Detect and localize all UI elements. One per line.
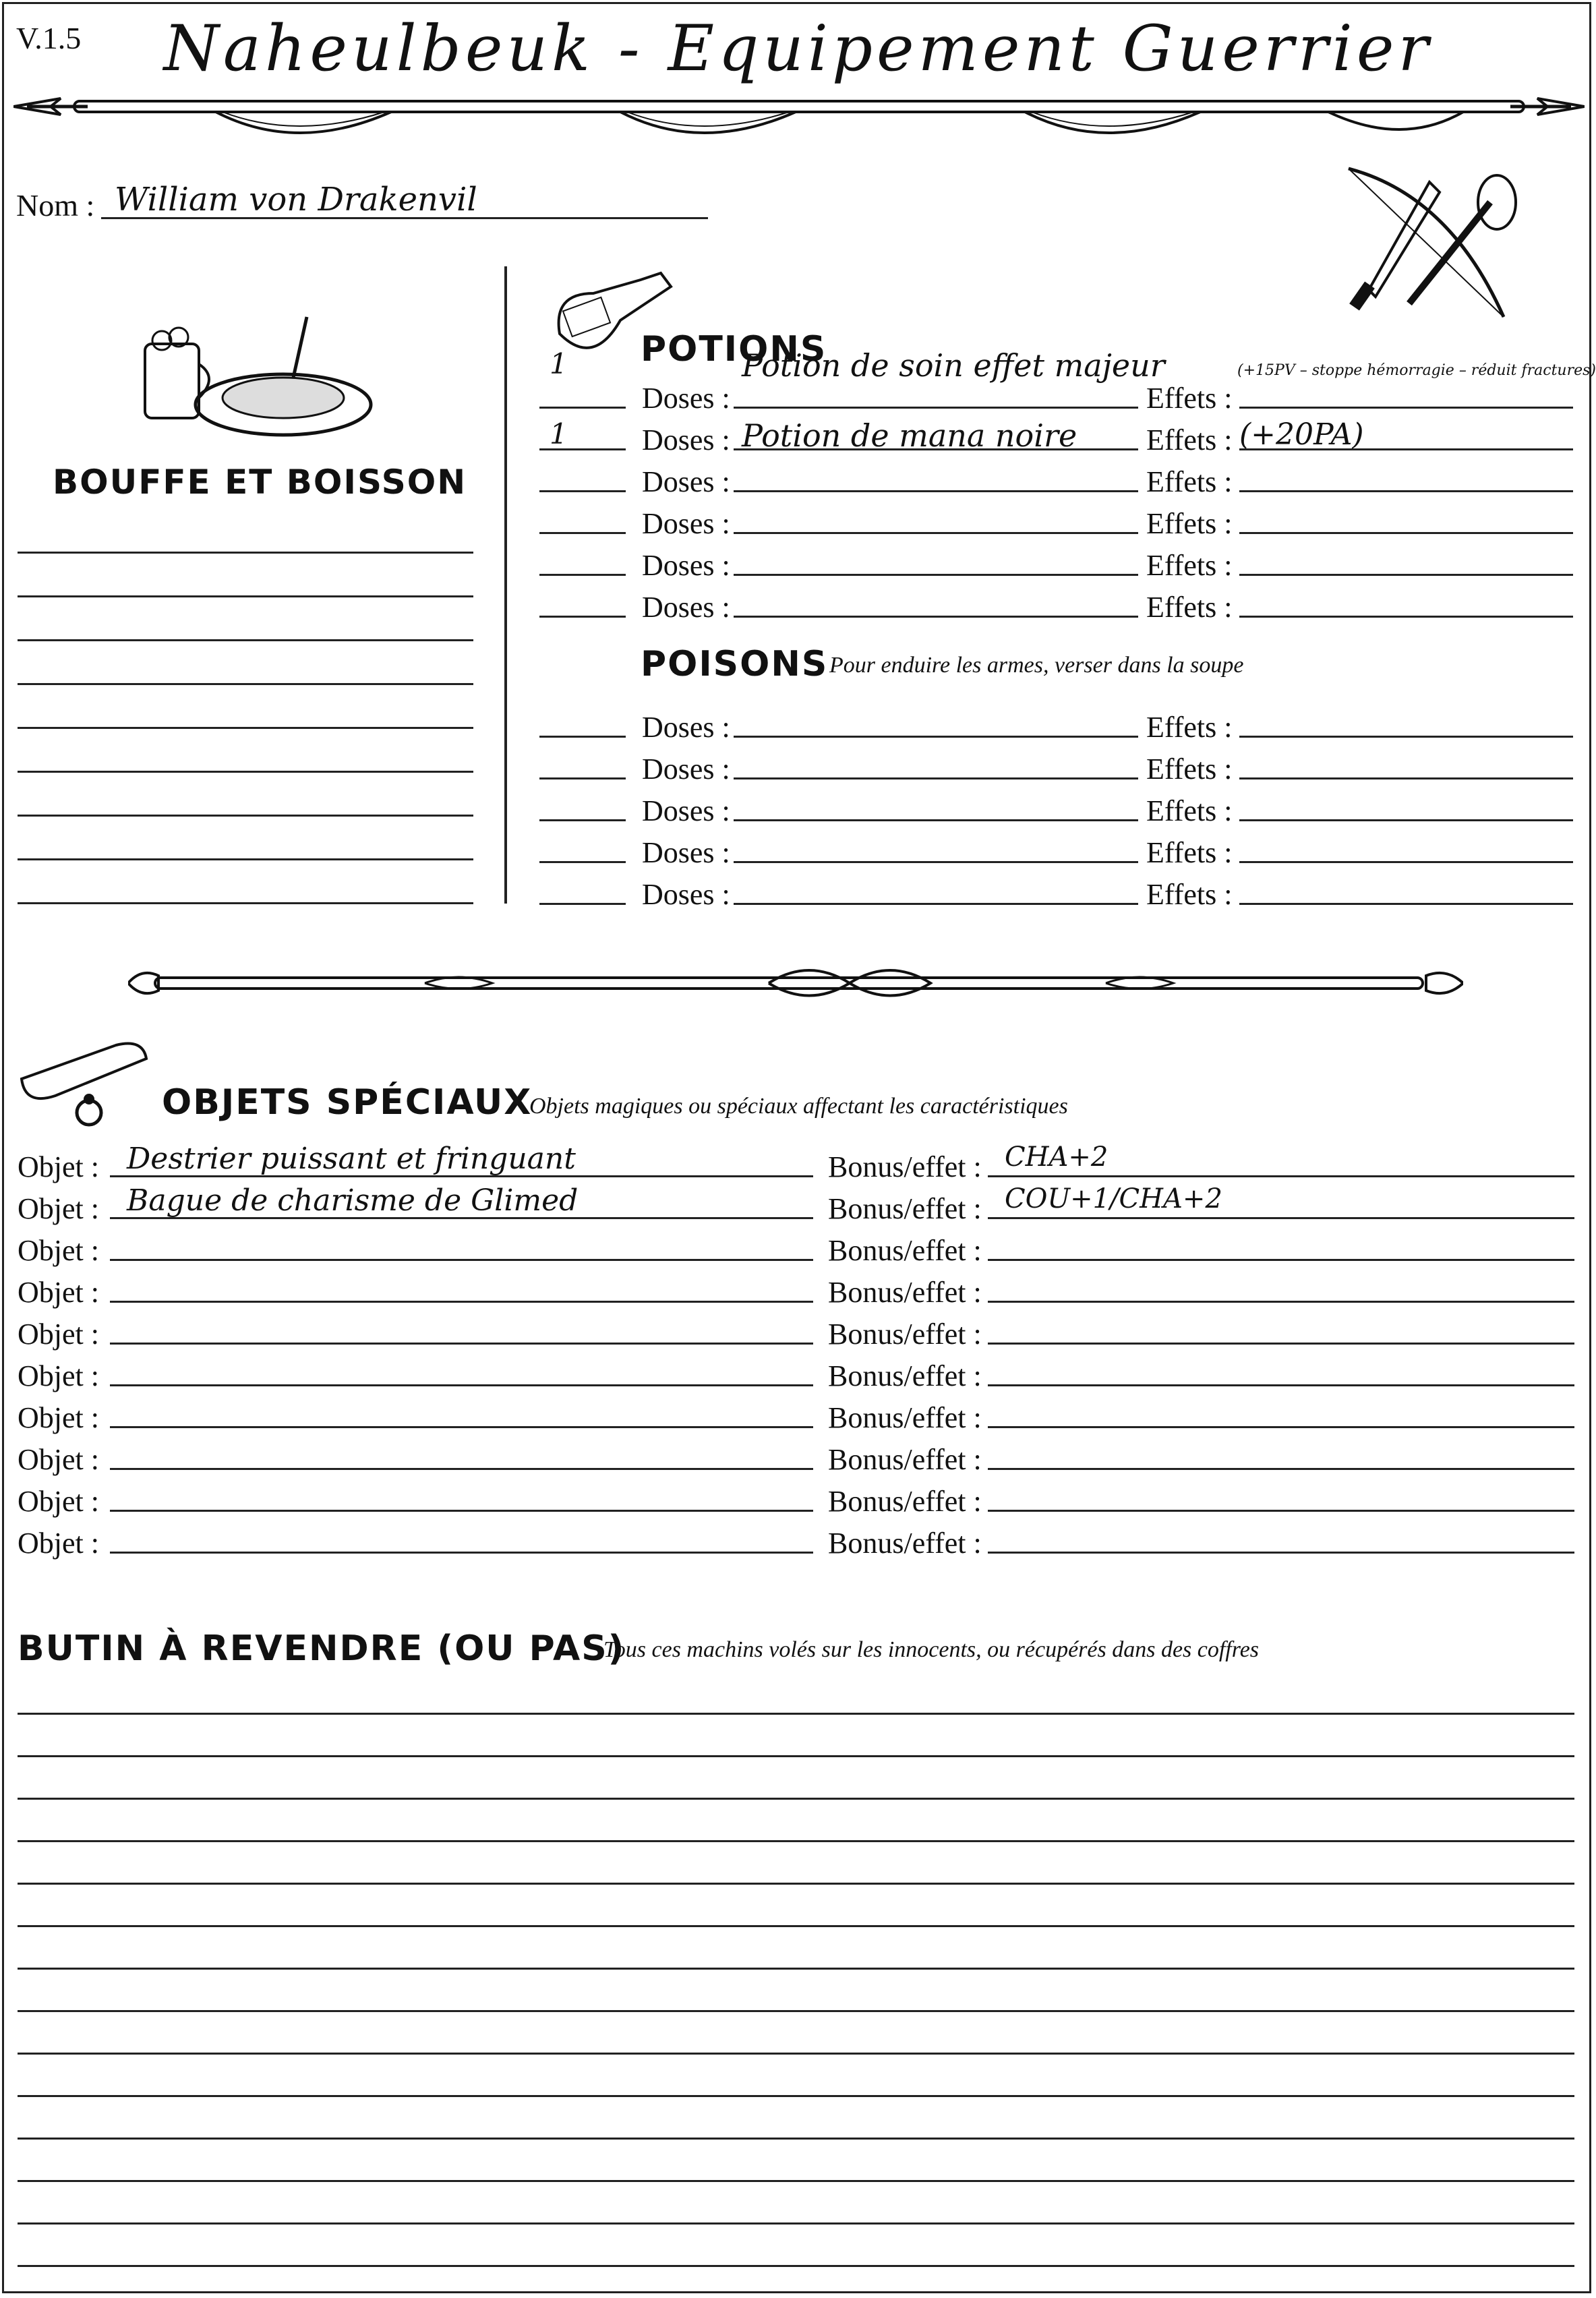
potion-effects-label: Effets : — [1146, 549, 1233, 582]
object-label: Objet : — [18, 1150, 99, 1183]
staff-divider-icon — [128, 961, 1463, 1008]
poison-doses-field[interactable] — [539, 777, 626, 779]
poison-doses-field[interactable] — [539, 903, 626, 905]
name-label: Nom : — [16, 188, 95, 223]
bonus-value: COU+1/CHA+2 — [1005, 1183, 1222, 1214]
potion-effects-label: Effets : — [1146, 423, 1233, 456]
potion-doses-field[interactable] — [539, 616, 626, 618]
object-field[interactable] — [110, 1301, 813, 1303]
name-value: William von Drakenvil — [115, 181, 477, 218]
potion-doses-label: Doses : — [642, 382, 730, 415]
poison-effects-field[interactable] — [1239, 903, 1573, 905]
version-label: V.1.5 — [16, 21, 82, 55]
object-label: Objet : — [18, 1192, 99, 1225]
potion-doses-label: Doses : — [642, 549, 730, 582]
poison-effects-field[interactable] — [1239, 819, 1573, 821]
food-heading: BOUFFE ET BOISSON — [53, 463, 467, 502]
poison-name-field[interactable] — [734, 903, 1138, 905]
object-field[interactable] — [110, 1426, 813, 1428]
poison-effects-label: Effets : — [1146, 753, 1233, 786]
page-title: Naheulbeuk - Equipement Guerrier — [163, 12, 1433, 86]
object-value: Destrier puissant et fringuant — [127, 1142, 576, 1176]
food-line-field[interactable] — [18, 639, 473, 641]
potion-effects-field[interactable] — [1239, 574, 1573, 576]
object-label: Objet : — [18, 1527, 99, 1560]
bonus-label: Bonus/effet : — [828, 1318, 982, 1351]
object-label: Objet : — [18, 1359, 99, 1392]
potion-name-value: Potion de soin effet majeur — [742, 347, 1165, 384]
bonus-field[interactable] — [988, 1301, 1574, 1303]
bonus-label: Bonus/effet : — [828, 1234, 982, 1267]
poison-effects-label: Effets : — [1146, 711, 1233, 744]
food-line-field[interactable] — [18, 552, 473, 554]
potion-effects-field[interactable] — [1239, 532, 1573, 534]
object-label: Objet : — [18, 1276, 99, 1309]
object-field[interactable] — [110, 1259, 813, 1261]
poison-effects-field[interactable] — [1239, 861, 1573, 863]
food-line-field[interactable] — [18, 595, 473, 597]
poison-doses-field[interactable] — [539, 819, 626, 821]
bonus-label: Bonus/effet : — [828, 1485, 982, 1518]
potion-doses-label: Doses : — [642, 507, 730, 540]
poison-doses-label: Doses : — [642, 878, 730, 911]
object-label: Objet : — [18, 1443, 99, 1476]
loot-line-field[interactable] — [18, 1713, 1574, 1715]
potion-doses-field[interactable] — [539, 532, 626, 534]
potion-doses-value: 1 — [550, 417, 568, 450]
poison-doses-field[interactable] — [539, 861, 626, 863]
poison-name-field[interactable] — [734, 736, 1138, 738]
loot-line-field[interactable] — [18, 2010, 1574, 2012]
object-field[interactable] — [110, 1384, 813, 1386]
loot-line-field[interactable] — [18, 2138, 1574, 2140]
potion-doses-field[interactable] — [539, 574, 626, 576]
bonus-label: Bonus/effet : — [828, 1150, 982, 1183]
potion-effects-label: Effets : — [1146, 591, 1233, 624]
potions-heading: POTIONS — [641, 329, 827, 370]
loot-line-field[interactable] — [18, 1968, 1574, 1970]
food-line-field[interactable] — [18, 815, 473, 817]
potion-name-field[interactable] — [734, 616, 1138, 618]
poison-name-field[interactable] — [734, 777, 1138, 779]
loot-heading: BUTIN À REVENDRE (OU PAS) — [18, 1628, 626, 1669]
poison-effects-label: Effets : — [1146, 836, 1233, 869]
poison-doses-label: Doses : — [642, 711, 730, 744]
bonus-field[interactable] — [988, 1510, 1574, 1512]
spear-divider-icon — [13, 86, 1585, 147]
poison-effects-label: Effets : — [1146, 878, 1233, 911]
loot-line-field[interactable] — [18, 1798, 1574, 1800]
bonus-label: Bonus/effet : — [828, 1359, 982, 1392]
poison-name-field[interactable] — [734, 861, 1138, 863]
potion-effects-label: Effets : — [1146, 382, 1233, 415]
bonus-label: Bonus/effet : — [828, 1276, 982, 1309]
loot-line-field[interactable] — [18, 2053, 1574, 2055]
food-plate-icon — [138, 303, 374, 438]
object-label: Objet : — [18, 1485, 99, 1518]
bonus-field[interactable] — [988, 1468, 1574, 1470]
potion-doses-label: Doses : — [642, 465, 730, 498]
object-label: Objet : — [18, 1234, 99, 1267]
poisons-heading: POISONS — [641, 644, 829, 684]
potion-name-field[interactable] — [734, 490, 1138, 492]
bonus-field[interactable] — [988, 1175, 1574, 1177]
food-line-field[interactable] — [18, 727, 473, 729]
column-separator — [504, 266, 507, 904]
potion-doses-label: Doses : — [642, 591, 730, 624]
poison-effects-field[interactable] — [1239, 777, 1573, 779]
poison-doses-label: Doses : — [642, 836, 730, 869]
potion-name-field[interactable] — [734, 532, 1138, 534]
object-label: Objet : — [18, 1401, 99, 1434]
potion-doses-field[interactable] — [539, 407, 626, 409]
scroll-ring-icon — [15, 1032, 156, 1133]
poison-effects-field[interactable] — [1239, 736, 1573, 738]
bonus-field[interactable] — [988, 1217, 1574, 1219]
poison-name-field[interactable] — [734, 819, 1138, 821]
object-field[interactable] — [110, 1343, 813, 1345]
potion-effects-label: Effets : — [1146, 507, 1233, 540]
bonus-field[interactable] — [988, 1552, 1574, 1554]
potion-name-field[interactable] — [734, 574, 1138, 576]
object-field[interactable] — [110, 1468, 813, 1470]
bonus-label: Bonus/effet : — [828, 1401, 982, 1434]
poison-doses-label: Doses : — [642, 794, 730, 827]
poison-effects-label: Effets : — [1146, 794, 1233, 827]
loot-line-field[interactable] — [18, 1883, 1574, 1885]
crossed-weapons-icon — [1328, 155, 1531, 337]
object-field[interactable] — [110, 1510, 813, 1512]
loot-line-field[interactable] — [18, 1840, 1574, 1842]
loot-line-field[interactable] — [18, 2180, 1574, 2182]
loot-line-field[interactable] — [18, 2265, 1574, 2267]
loot-line-field[interactable] — [18, 2095, 1574, 2097]
potion-effect-value: (+20PA) — [1239, 417, 1364, 452]
food-line-field[interactable] — [18, 683, 473, 685]
bonus-field[interactable] — [988, 1259, 1574, 1261]
loot-line-field[interactable] — [18, 1925, 1574, 1927]
bonus-label: Bonus/effet : — [828, 1443, 982, 1476]
potion-effects-label: Effets : — [1146, 465, 1233, 498]
potion-effects-field[interactable] — [1239, 616, 1573, 618]
potion-doses-field[interactable] — [539, 490, 626, 492]
potion-name-value: Potion de mana noire — [742, 417, 1077, 454]
bonus-label: Bonus/effet : — [828, 1527, 982, 1560]
poison-doses-field[interactable] — [539, 736, 626, 738]
poison-doses-label: Doses : — [642, 753, 730, 786]
bonus-label: Bonus/effet : — [828, 1192, 982, 1225]
bonus-field[interactable] — [988, 1426, 1574, 1428]
poisons-subtitle: Pour enduire les armes, verser dans la soupe — [829, 653, 1244, 678]
loot-line-field[interactable] — [18, 1755, 1574, 1757]
potion-doses-value: 1 — [550, 347, 568, 380]
food-line-field[interactable] — [18, 858, 473, 860]
potion-effect-value: (+15PV – stoppe hémorragie – réduit fractures) — [1237, 362, 1596, 379]
bonus-field[interactable] — [988, 1384, 1574, 1386]
object-value: Bague de charisme de Glimed — [127, 1183, 579, 1218]
special-items-heading: OBJETS SPÉCIAUX — [162, 1082, 533, 1123]
loot-subtitle: Tous ces machins volés sur les innocents, ou récupérés dans des coffres — [603, 1637, 1260, 1662]
potion-effects-field[interactable] — [1239, 490, 1573, 492]
object-field[interactable] — [110, 1552, 813, 1554]
object-label: Objet : — [18, 1318, 99, 1351]
bonus-field[interactable] — [988, 1343, 1574, 1345]
loot-line-field[interactable] — [18, 2222, 1574, 2225]
potion-doses-label: Doses : — [642, 423, 730, 456]
bonus-value: CHA+2 — [1005, 1142, 1109, 1173]
special-items-subtitle: Objets magiques ou spéciaux affectant les caractéristiques — [529, 1094, 1068, 1119]
potion-name-field[interactable] — [734, 407, 1138, 409]
food-line-field[interactable] — [18, 771, 473, 773]
food-line-field[interactable] — [18, 902, 473, 904]
potion-effects-field[interactable] — [1239, 407, 1573, 409]
